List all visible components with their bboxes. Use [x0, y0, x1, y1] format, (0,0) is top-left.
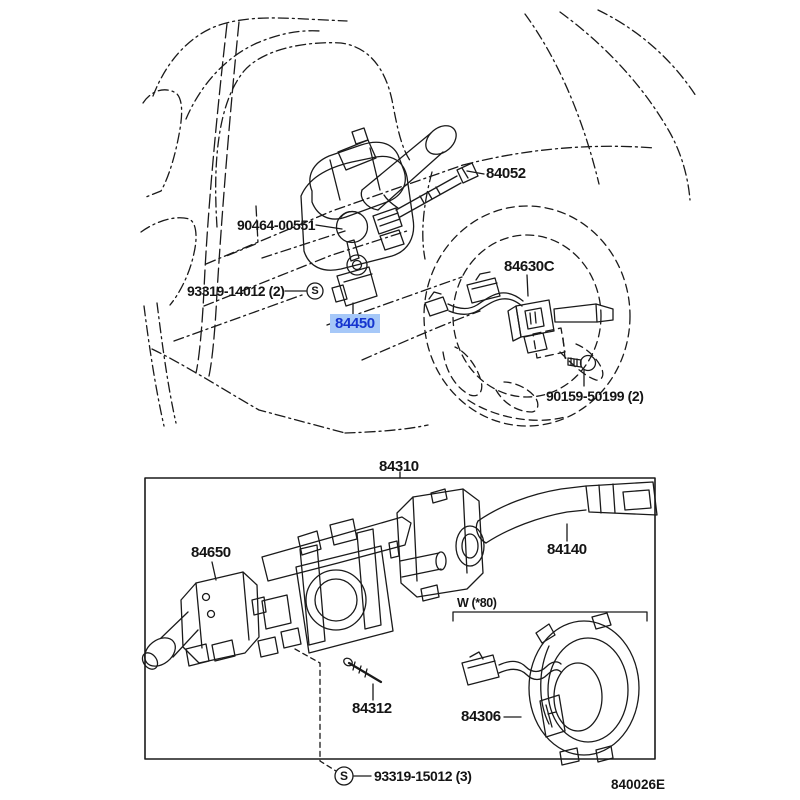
exploded-view-box — [145, 478, 655, 759]
part-label-90159-50199[interactable]: 90159-50199 (2) — [546, 388, 644, 404]
figure-code: 840026E — [611, 777, 666, 792]
variant-annotation-w80: W (*80) — [457, 596, 497, 610]
standard-fastener-symbol: S — [311, 285, 319, 297]
part-label-93319-14012[interactable]: 93319-14012 (2) — [187, 283, 285, 299]
part-label-84052[interactable]: 84052 — [486, 165, 526, 182]
screw-84312-drawing — [342, 657, 381, 682]
spiral-cable-drawing — [462, 613, 639, 765]
part-label-84312[interactable]: 84312 — [352, 700, 392, 717]
part-label-84140[interactable]: 84140 — [547, 541, 587, 558]
combination-switch-bracket-drawing — [258, 517, 446, 657]
variant-bracket — [453, 612, 647, 621]
part-label-90464-00551[interactable]: 90464-00551 — [237, 217, 316, 233]
standard-fastener-symbol: S — [339, 769, 348, 783]
key-unlock-switch-drawing — [332, 255, 377, 306]
dashed-leader — [295, 649, 336, 771]
ignition-lock-assembly-drawing — [301, 120, 478, 270]
part-label-84306[interactable]: 84306 — [461, 708, 501, 725]
dashboard-sketch — [141, 10, 696, 433]
part-label-84650[interactable]: 84650 — [191, 544, 231, 561]
part-label-84310[interactable]: 84310 — [379, 458, 419, 475]
part-label-84630C[interactable]: 84630C — [504, 258, 555, 275]
part-label-93319-15012[interactable]: 93319-15012 (3) — [374, 768, 472, 784]
a-pillar-trim-lines — [196, 22, 239, 376]
part-label-84450[interactable]: 84450 — [330, 314, 380, 333]
wiper-switch-drawing — [139, 572, 266, 672]
